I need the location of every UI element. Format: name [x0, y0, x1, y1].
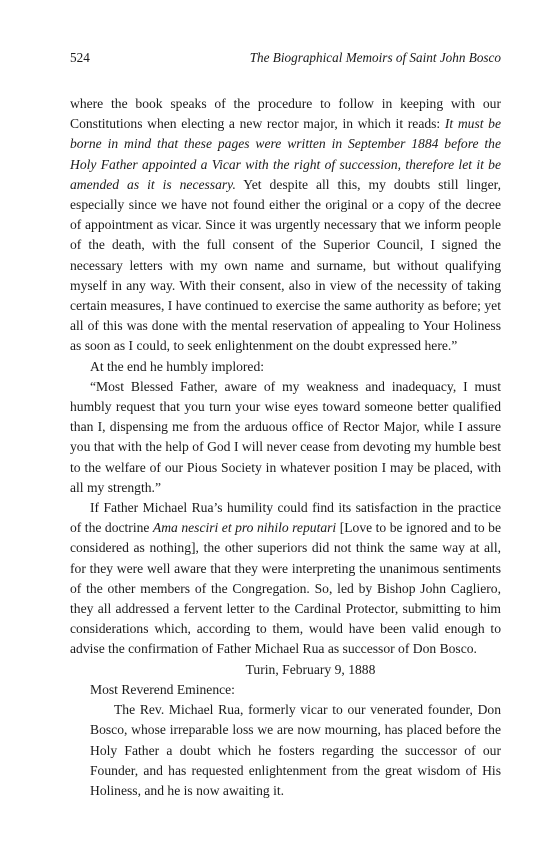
paragraph-quote: “Most Blessed Father, aware of my weakness and inadequacy, I must humbly request that you turn your wise eyes toward someone better qualified than I, dispensing me from the arduous office of Rector Major, while I assure you that with the help of God I will never cease from devoting my humble best to the welfare of our Pious Society in whatever position I may be placed, with all my strength.” — [70, 378, 501, 495]
page-number: 524 — [70, 50, 90, 65]
paragraph-continuation — [70, 94, 501, 357]
italic-quotation: It must be borne in mind that these pages were written in September 1884 before the Holy Father appointed a Vicar with the right of succession, therefore let it be amended as it is necessary. — [70, 116, 501, 192]
paragraph-text: [Love to be ignored and to be considered as nothing], the other superiors did not think the same way at all, for they were well aware that they were interpreting the unanimous sentiments of the other members of the Congregation. So, led by Bishop John Cagliero, they all addressed a fervent letter to the Cardinal Protector, submitting to him considerations which, according to them, would have been valid enough to advise the confirmation of Father Michael Rua as successor of Don Bosco. — [70, 520, 502, 657]
running-title: The Biographical Memoirs of Saint John Bosco — [249, 50, 501, 65]
paragraph-text: If Father Michael Rua’s humility could find its satisfaction in the practice of the doctrine — [70, 500, 501, 536]
latin-phrase: Ama nesciri et pro nihilo reputari — [152, 520, 337, 536]
paragraph: At the end he humbly implored: — [90, 358, 265, 374]
letter-salutation: Most Reverend Eminence: — [90, 681, 235, 697]
paragraph-text: Yet despite all this, my doubts still linger, especially since we have not found either the original or a copy of the decree of appointment as vicar. Since it was urgently necessary that we inform people of the death, with the full consent of the Superior Council, I signed the necessary letters with my own name and surname, but without qualifying myself in any way. With their consent, also in view of the necessity of taking certain measures, I have continued to exercise the same authority as before; yet all of this was done with the mental reservation of appealing to Your Holiness as soon as I could, to seek enlightenment on the doubt expressed here.” — [70, 176, 501, 354]
paragraph — [70, 498, 501, 660]
letter-dateline: Turin, February 9, 1888 — [245, 661, 376, 677]
paragraph-text: where the book speaks of the procedure to follow in keeping with our Constitutions when electing a new rector major, in which it reads: — [70, 96, 501, 132]
page-body — [70, 94, 501, 801]
letter-block — [70, 680, 501, 801]
letter-body: The Rev. Michael Rua, formerly vicar to our venerated founder, Don Bosco, whose irreparable loss we are now mourning, has placed before the Holy Father a doubt which he fosters regarding the successor of our Founder, and has requested enlightenment from the great wisdom of His Holiness, and he is now awaiting it. — [90, 702, 501, 798]
